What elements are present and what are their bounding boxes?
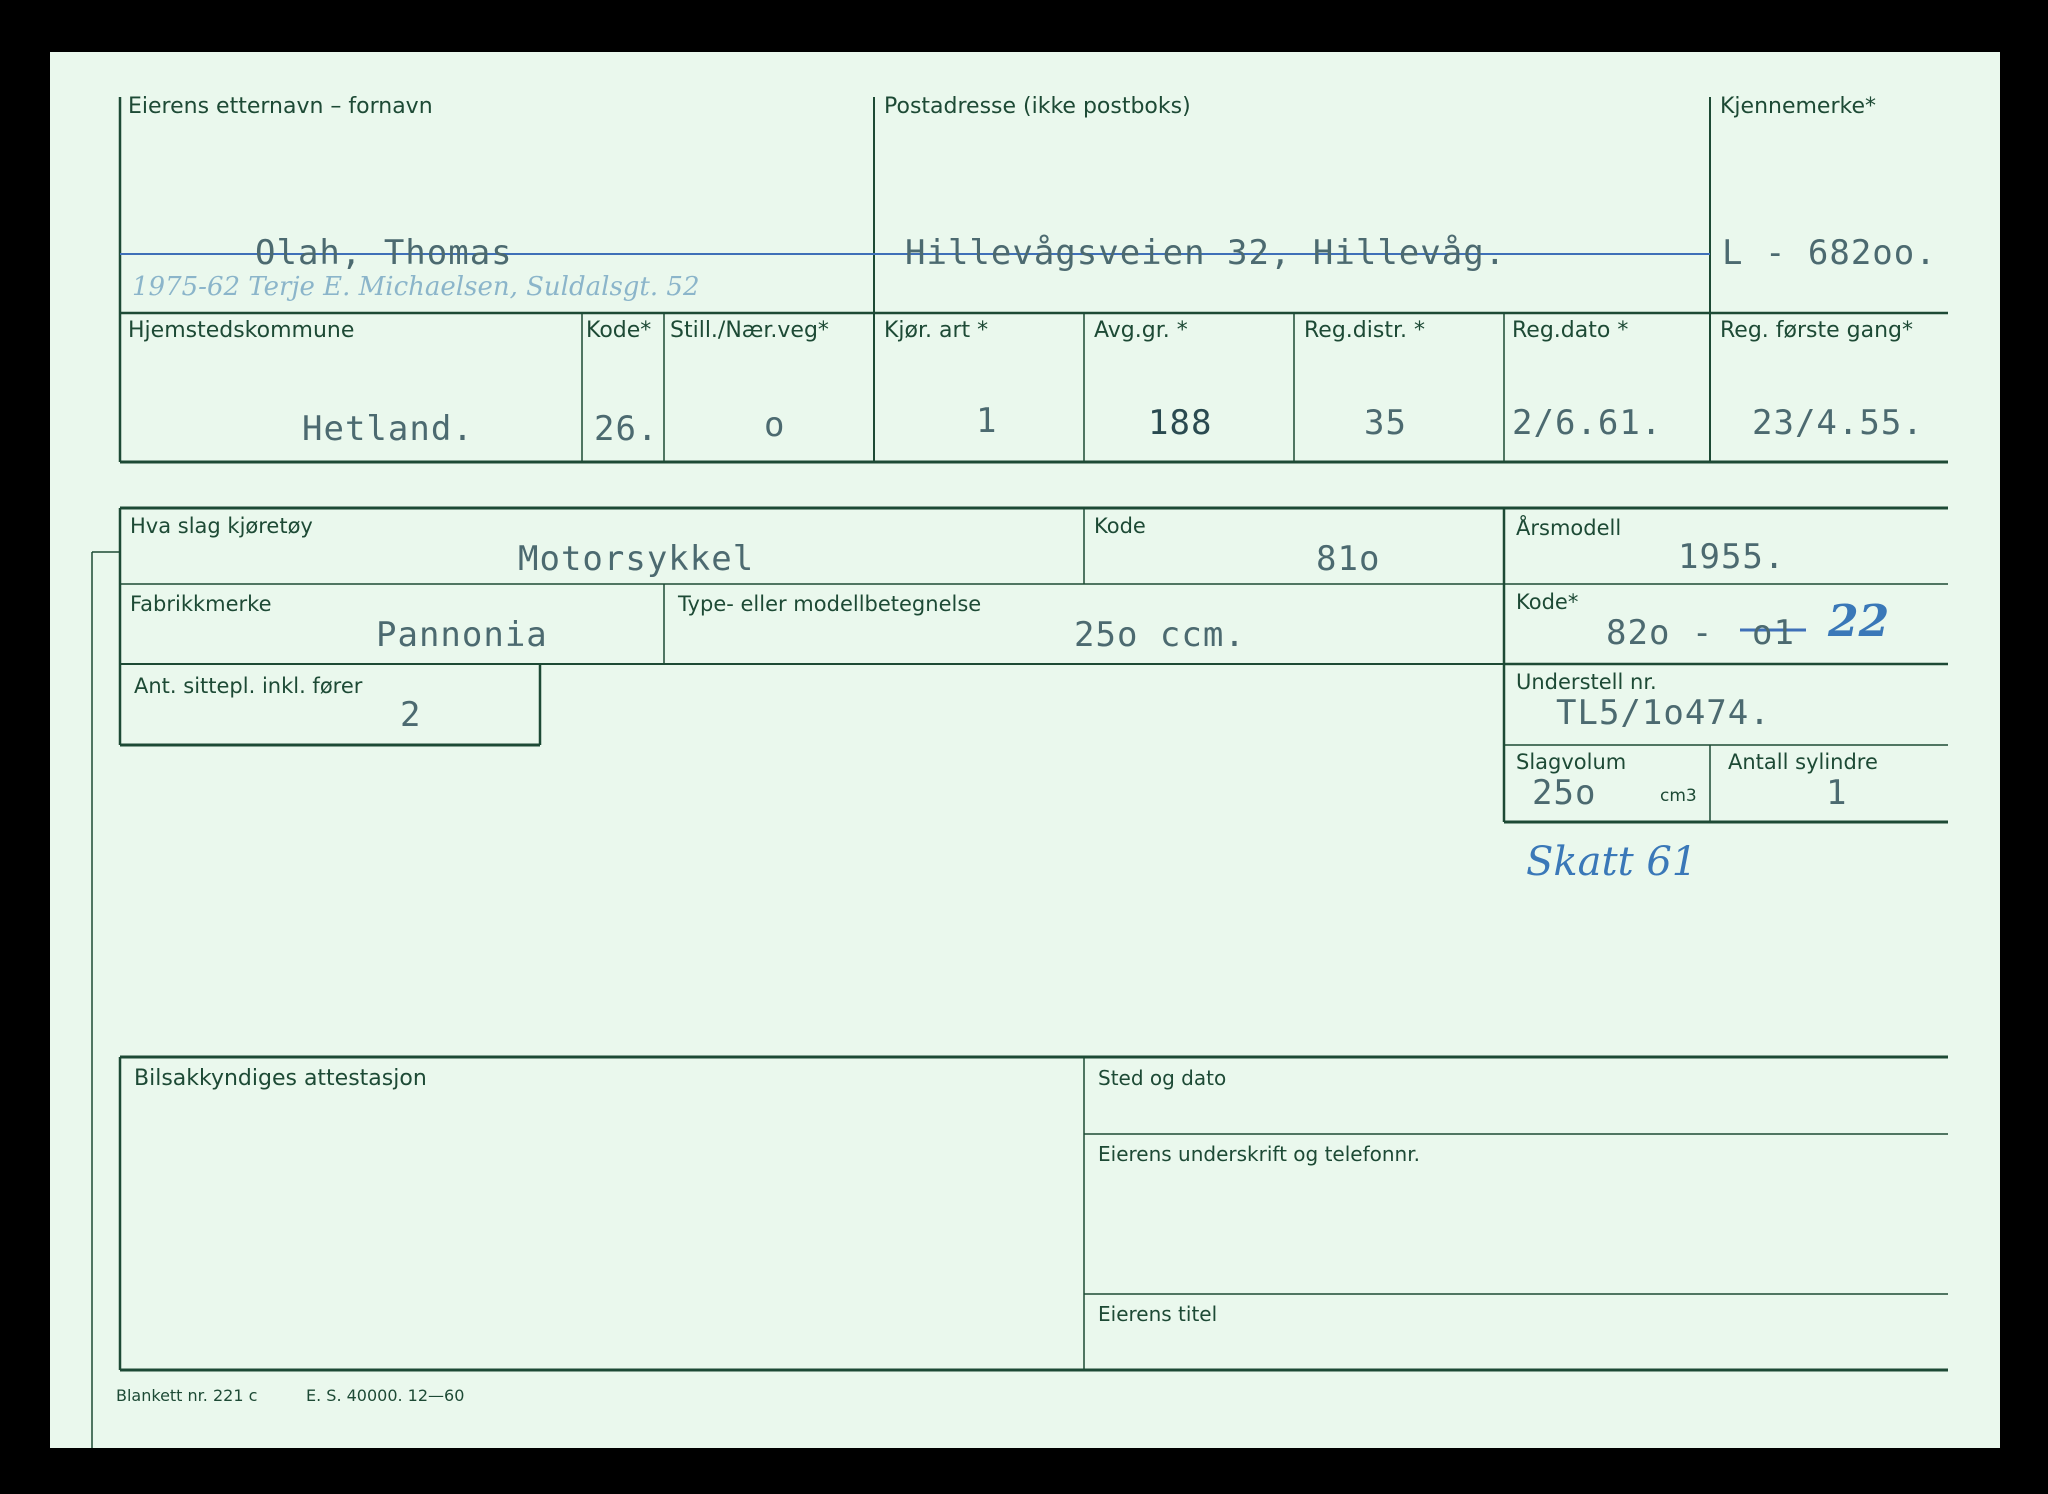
seats-label: Ant. sittepl. inkl. fører xyxy=(134,674,363,698)
displacement-value: 25o xyxy=(1532,773,1597,813)
owner-signature-label: Eierens underskrift og telefonnr. xyxy=(1098,1142,1420,1166)
print-info-label: E. S. 40000. 12—60 xyxy=(306,1386,465,1405)
model-year-value: 1955. xyxy=(1678,537,1786,577)
vehicle-type-value: Motorsykkel xyxy=(518,539,755,579)
make-code-value: 82o - xyxy=(1606,613,1714,653)
driving-type-label: Kjør. art * xyxy=(884,318,989,343)
postal-address-label: Postadresse (ikke postboks) xyxy=(884,94,1191,119)
make-code-struck-value: o1 xyxy=(1752,613,1795,653)
home-municipality-value: Hetland. xyxy=(302,409,474,449)
owner-handwritten-note: 1975-62 Terje E. Michaelsen, Suldalsgt. 52 xyxy=(132,272,700,302)
reg-district-value: 35 xyxy=(1364,403,1407,443)
model-designation-label: Type- eller modellbetegnelse xyxy=(678,592,982,616)
vehicle-code-label: Kode xyxy=(1094,514,1146,538)
postal-address-value: Hillevågsveien 32, Hillevåg. xyxy=(905,233,1507,273)
first-reg-label: Reg. første gang* xyxy=(1720,318,1914,343)
reg-date-value: 2/6.61. xyxy=(1512,403,1663,443)
first-reg-value: 23/4.55. xyxy=(1752,403,1924,443)
displacement-label: Slagvolum xyxy=(1516,750,1627,774)
cylinders-label: Antall sylindre xyxy=(1728,750,1878,774)
stamp-handwritten-note: Skatt 61 xyxy=(1526,839,1698,885)
code-label: Kode* xyxy=(586,318,652,343)
chassis-no-value: TL5/1o474. xyxy=(1556,693,1771,733)
inspector-attestation-label: Bilsakkyndiges attestasjon xyxy=(134,1066,427,1091)
model-year-label: Årsmodell xyxy=(1516,516,1622,540)
position-industry-label: Still./Nær.veg* xyxy=(670,318,829,343)
tax-group-value: 188 xyxy=(1148,403,1213,443)
owner-name-label: Eierens etternavn – fornavn xyxy=(128,94,433,119)
vehicle-type-label: Hva slag kjøretøy xyxy=(130,514,313,538)
registration-mark-label: Kjennemerke* xyxy=(1720,94,1876,119)
displacement-unit-label: cm3 xyxy=(1660,786,1697,806)
reg-date-label: Reg.dato * xyxy=(1512,318,1629,343)
make-code-handwritten: 22 xyxy=(1828,596,1890,647)
make-code-label: Kode* xyxy=(1516,590,1579,614)
make-value: Pannonia xyxy=(376,615,548,655)
position-industry-value: o xyxy=(764,405,786,445)
chassis-no-label: Understell nr. xyxy=(1516,670,1657,694)
registration-mark-value: L - 682oo. xyxy=(1722,233,1937,273)
reg-district-label: Reg.distr. * xyxy=(1304,318,1425,343)
cylinders-value: 1 xyxy=(1826,773,1848,813)
place-date-label: Sted og dato xyxy=(1098,1066,1227,1090)
vehicle-code-value: 81o xyxy=(1316,539,1381,579)
form-number-label: Blankett nr. 221 c xyxy=(116,1386,258,1405)
code-value: 26. xyxy=(594,409,659,449)
driving-type-value: 1 xyxy=(976,401,998,441)
registration-card xyxy=(50,52,2000,1448)
home-municipality-label: Hjemstedskommune xyxy=(128,318,355,343)
seats-value: 2 xyxy=(400,695,422,735)
model-designation-value: 25o ccm. xyxy=(1074,615,1246,655)
make-label: Fabrikkmerke xyxy=(130,592,272,616)
tax-group-label: Avg.gr. * xyxy=(1094,318,1188,343)
owner-title-label: Eierens titel xyxy=(1098,1302,1218,1326)
owner-name-value: Olah, Thomas xyxy=(255,233,513,273)
